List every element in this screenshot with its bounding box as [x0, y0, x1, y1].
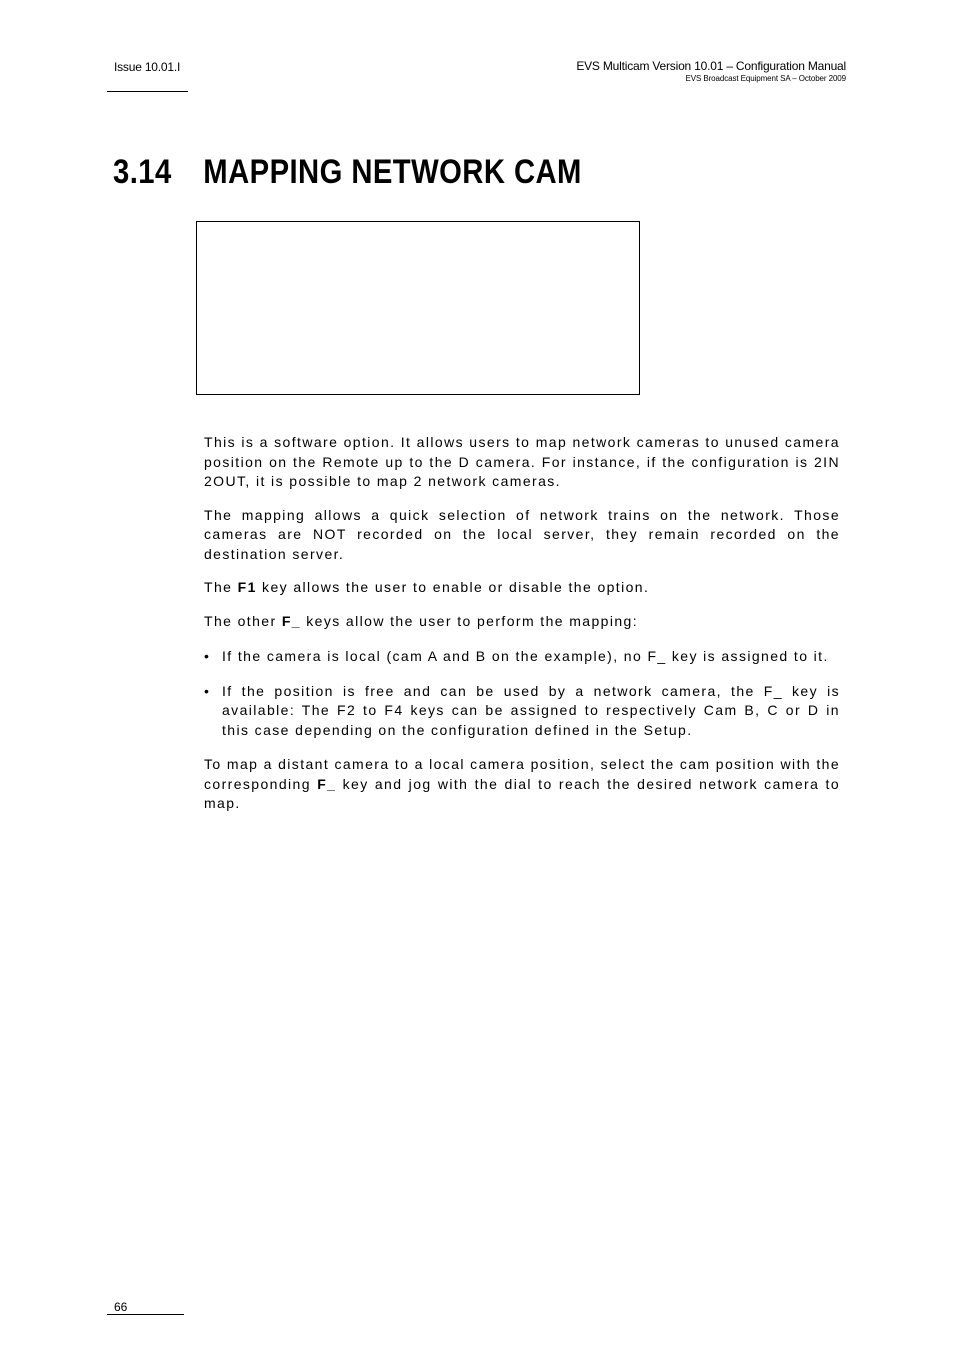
- header-divider: [107, 91, 188, 92]
- paragraph-mapping: The mapping allows a quick selection of network trains on the network. Those cameras are NOT recorded on the local server, they remain recorded on the destination server.: [204, 506, 840, 562]
- page-number: 66: [114, 1300, 128, 1314]
- paragraph-intro: This is a software option. It allows users to map network cameras to unused camera position on the Remote up to the D camera. For instance, if the configuration is 2IN 2OUT, it is possible to map 2 network cameras.: [204, 434, 840, 489]
- figure-placeholder-frame: [196, 221, 640, 395]
- text-run: keys allow the user to perform the mapping:: [300, 612, 639, 629]
- bullet-list: [204, 647, 840, 740]
- list-item-text: If the position is free and can be used by a network camera, the F_ key is available: The F2 to F4 keys can be assigned to respectively Cam B, C or D in this case depending on the configuration defined in the Setup.: [222, 682, 840, 738]
- paragraph-f1-key: [204, 578, 840, 598]
- section-number: 3.14: [113, 153, 172, 191]
- document-header: [576, 59, 846, 84]
- section-heading: [113, 153, 582, 192]
- list-item-text: If the camera is local (cam A and B on the example), no F_ key is assigned to it.: [222, 648, 829, 664]
- key-f-any: F_: [281, 612, 301, 629]
- list-item: [204, 647, 840, 667]
- text-run: key allows the user to enable or disable the option.: [256, 579, 650, 595]
- section-body: [204, 433, 840, 828]
- text-run: key and jog with the dial to reach the desired network camera to map.: [204, 775, 841, 811]
- list-item: [204, 682, 840, 741]
- issue-label: Issue 10.01.I: [114, 60, 181, 74]
- paragraph-map-distant: [204, 755, 840, 814]
- bullet-icon: •: [204, 682, 211, 699]
- text-run: The: [204, 579, 238, 595]
- section-title: MAPPING NETWORK CAM: [203, 153, 582, 191]
- document-subtitle: EVS Broadcast Equipment SA – October 2009: [685, 74, 846, 83]
- bullet-icon: •: [204, 648, 211, 664]
- document-title: EVS Multicam Version 10.01 – Configuration Manual: [576, 59, 846, 73]
- key-f-any: F_: [317, 775, 337, 792]
- text-run: The other: [204, 612, 282, 629]
- text-run: To map a distant camera to a local camera position, select the cam position with the corresponding: [204, 756, 840, 792]
- footer-divider: [107, 1314, 184, 1315]
- paragraph-other-keys: [204, 612, 840, 632]
- key-f1: F1: [237, 579, 257, 595]
